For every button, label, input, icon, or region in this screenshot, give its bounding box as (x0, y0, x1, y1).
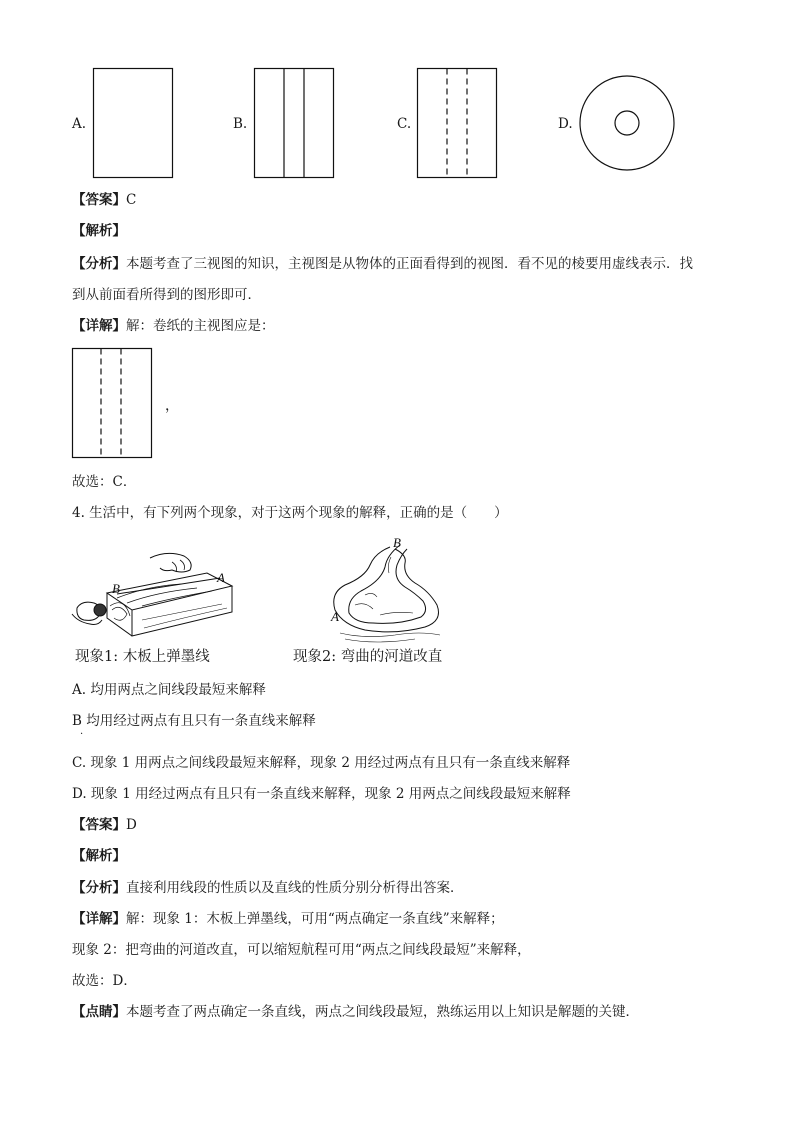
q4-option-b-dot: . (80, 726, 84, 737)
prev-answer-tag: 【答案】 (72, 192, 126, 208)
figure2-point-a: A (331, 609, 339, 624)
prev-fenxi-line-2: 到从前面看所得到的图形即可． (72, 287, 261, 303)
q4-answer-line (72, 815, 137, 835)
q4-fenxi-tag: 【分析】 (72, 880, 126, 896)
option-d-inner-circle (615, 111, 639, 135)
q4-conclusion: 故选：D． (72, 973, 137, 989)
q4-stem: 4. 生活中，有下列两个现象，对于这两个现象的解释，正确的是（ ） (72, 505, 508, 521)
option-b-label: B. (233, 116, 248, 132)
q4-analysis-tag: 【解析】 (72, 848, 126, 864)
figure2-caption: 现象2: 弯曲的河道改直 (293, 649, 443, 665)
prev-answer-value: C (126, 192, 137, 208)
figure-comma: ， (165, 398, 179, 414)
q4-answer-value: D (126, 817, 137, 833)
figure1-point-a: A (217, 570, 225, 585)
prev-xiangjie-tag: 【详解】 (72, 318, 126, 334)
option-c-label: C. (397, 116, 412, 132)
option-a-label: A. (72, 116, 87, 132)
roll-paper-rectangle (73, 349, 152, 458)
q4-option-a: A. 均用两点之间线段最短来解释 (72, 682, 266, 698)
q4-option-c: C. 现象 1 用两点之间线段最短来解释，现象 2 用经过两点有且只有一条直线来解释 (72, 755, 571, 771)
prev-answer-line (72, 190, 136, 210)
prev-fenxi-text-1: 本题考查了三视图的知识，主视图是从物体的正面看得到的视图．看不见的棱要用虚线表示．找 (126, 256, 693, 272)
q4-answer-tag: 【答案】 (72, 817, 126, 833)
q4-option-b: B 均用经过两点有且只有一条直线来解释 (72, 713, 316, 729)
prev-analysis-tag: 【解析】 (72, 223, 126, 239)
prev-fenxi-tag: 【分析】 (72, 256, 126, 272)
figure2-point-b: B (393, 535, 401, 550)
option-b-rectangle (255, 69, 334, 178)
option-b-figure (254, 68, 334, 178)
figure2-river-illustration (325, 535, 455, 645)
q4-dianjing-line (72, 1002, 639, 1022)
q4-dianjing-tag: 【点睛】 (72, 1004, 126, 1020)
q4-xiangjie-text: 解：现象 1：木板上弹墨线，可用“两点确定一条直线”来解释； (126, 911, 504, 927)
option-d-figure (579, 68, 675, 178)
prev-xiangjie-text: 解：卷纸的主视图应是： (126, 318, 275, 334)
q4-fenxi-line (72, 878, 464, 898)
option-d-outer-circle (580, 76, 674, 170)
figure1-point-b: B (112, 581, 120, 596)
q4-xiangjie-line (72, 909, 504, 929)
prev-fenxi-line-1 (72, 254, 693, 274)
q4-option-d: D. 现象 1 用经过两点有且只有一条直线来解释，现象 2 用两点之间线段最短来解释 (72, 786, 571, 802)
figure1-caption: 现象1: 木板上弹墨线 (75, 649, 210, 665)
option-a-figure (93, 68, 173, 178)
option-a-rectangle (94, 69, 173, 178)
q4-dianjing-text: 本题考查了两点确定一条直线，两点之间线段最短，熟练运用以上知识是解题的关键． (126, 1004, 639, 1020)
figure1-board-illustration (72, 548, 242, 643)
option-c-figure (417, 68, 497, 178)
q4-xiangjie-tag: 【详解】 (72, 911, 126, 927)
q4-xiangjie-line-2: 现象 2：把弯曲的河道改直，可以缩短航程可用“两点之间线段最短”来解释， (72, 942, 531, 958)
option-d-label: D. (558, 116, 573, 132)
q4-fenxi-text: 直接利用线段的性质以及直线的性质分别分析得出答案． (126, 880, 464, 896)
roll-paper-front-view (72, 348, 152, 458)
prev-xiangjie-line (72, 316, 275, 336)
prev-conclusion: 故选：C． (72, 474, 137, 490)
option-c-rectangle (418, 69, 497, 178)
